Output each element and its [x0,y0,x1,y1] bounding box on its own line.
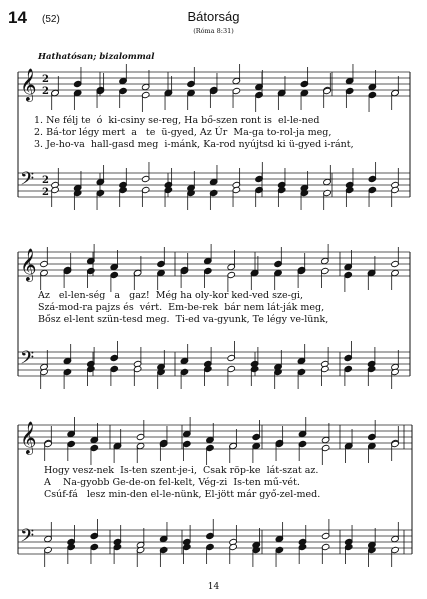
bible-reference: (Róma 8:31) [193,27,234,35]
time-signature: 2 [42,175,49,186]
bass-clef: 𝄢 [20,348,35,373]
lyric-line: Az el-len-ség a gaz! Még ha oly-kor ked-ved sze-gi, [38,290,303,301]
lyric-line: Bősz el-lent szün-tesd meg. Ti-ed va-gyunk, Te légy ve-lünk, [38,314,329,325]
treble-clef: 𝄞 [20,421,37,454]
lyric-line: 1. Ne félj te ó ki-csiny se-reg, Ha bő-szen ront is el-le-ned [34,115,320,126]
hymn-number: 14 [8,8,27,27]
treble-clef: 𝄞 [20,68,37,101]
time-signature: 2 [42,86,49,97]
time-signature: 2 [42,74,49,85]
lyric-line: A Na-gyobb Ge-de-on fel-kelt, Vég-zi Is-ten mű-vét. [44,477,300,488]
tempo-marking: Hathatósan; bizalommal [38,52,155,62]
time-signature: 2 [42,187,49,198]
page-number: 14 [207,582,220,592]
bass-clef: 𝄢 [20,526,35,551]
bass-clef: 𝄢 [20,169,35,194]
lyric-line: 2. Bá-tor légy mert a te ü-gyed, Az Úr Ma-ga to-rol-ja meg, [34,127,332,138]
lyric-line: Szá-mod-ra pajzs és vért. Em-be-rek bár nem lát-ják meg, [38,302,325,313]
lyric-line: Hogy vesz-nek Is-ten szent-je-i, Csak röp-ke lát-szat az. [44,465,319,476]
lyric-line: 3. Je-ho-va hall-gasd meg i-mánk, Ka-rod nyújtsd ki ü-gyed i-ránt, [34,139,354,150]
original-hymn-number: (52) [42,14,60,25]
lyric-line: Csúf-fá lesz min-den el-le-nünk, El-jött már győ-zel-med. [44,489,321,500]
hymn-title: Bátorság [187,9,240,24]
treble-clef: 𝄞 [20,248,37,281]
